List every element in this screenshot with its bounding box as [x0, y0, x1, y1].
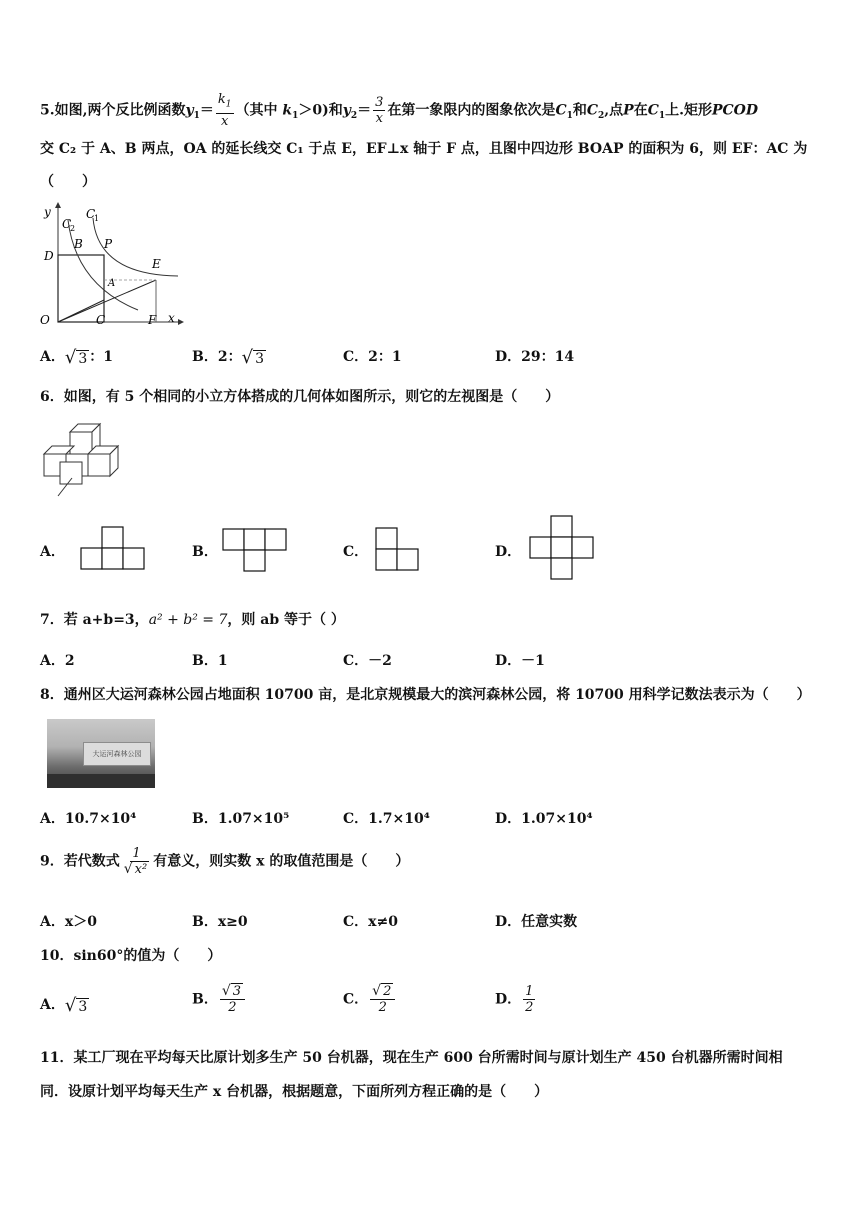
- q8-park-photo: [47, 719, 155, 788]
- q5-frac-3: $\frac{3}{x}$: [375, 94, 384, 126]
- svg-text:2: 2: [70, 224, 76, 233]
- q5-fig-label-B: B: [74, 237, 83, 251]
- q8-option-c[interactable]: C．1.7×10⁴: [343, 811, 430, 827]
- q10-option-b[interactable]: B． $\frac{√ 3}{2}$: [192, 984, 247, 1015]
- q5-option-a[interactable]: A．√ 3 ：1: [40, 346, 114, 368]
- q5-option-b[interactable]: B．2：√ 3: [192, 346, 264, 368]
- q6-option-a-shape[interactable]: [80, 526, 148, 572]
- q10-stem: 10．sin60°的值为（ ）: [40, 948, 222, 964]
- svg-text:1: 1: [94, 214, 100, 223]
- q5-fig-label-C1: C: [86, 207, 96, 221]
- q5-option-c[interactable]: C．2：1: [343, 349, 402, 365]
- q9-option-d[interactable]: D．任意实数: [495, 914, 578, 930]
- q11-stem-line1: 11．某工厂现在平均每天比原计划多生产 50 台机器，现在生产 600 台所需时间与原计划生产 450 台机器所需时间相: [40, 1050, 783, 1066]
- q5-stem-line1: 5.如图,两个反比例函数$y_1=$ $\frac{k_1}{x}$ （其中 $k_1>0$)和$y_2=$ $\frac{3}{x}$ 在第一象限内的图象依次是$C_1$和$C_2$,点P在$C_1$上.矩形PCOD: [40, 92, 758, 129]
- q9-option-c[interactable]: C．x≠0: [343, 914, 398, 930]
- q5-fig-label-E: E: [152, 257, 161, 271]
- q8-option-b[interactable]: B．1.07×10⁵: [192, 811, 290, 827]
- q5-option-d[interactable]: D．29：14: [495, 349, 575, 365]
- q6-stem: 6．如图，有 5 个相同的小立方体搭成的几何体如图所示，则它的左视图是（ ）: [40, 389, 560, 405]
- q7-option-a[interactable]: A．2: [40, 653, 75, 669]
- q10-option-d[interactable]: D． $\frac{1}{2}$: [495, 984, 534, 1015]
- q5-fig-label-y: y: [44, 205, 51, 219]
- q6-option-c-label[interactable]: C．: [343, 544, 369, 560]
- q7-option-b[interactable]: B．1: [192, 653, 228, 669]
- q5-fig-label-A: A: [108, 278, 116, 289]
- q6-option-d-shape[interactable]: [529, 515, 597, 583]
- q9-option-b[interactable]: B．x≥0: [192, 914, 248, 930]
- q9-option-a[interactable]: A．x＞0: [40, 914, 97, 930]
- q5-frac-k1: $\frac{k_1}{x}$: [217, 92, 232, 129]
- q5-fig-label-O: O: [40, 313, 50, 327]
- q7-stem: 7．若 a+b=3，a² + b² = 7，则 ab 等于（ ）: [40, 612, 345, 628]
- q5-fig-label-F: F: [148, 313, 157, 327]
- q7-option-c[interactable]: C．－2: [343, 653, 392, 669]
- q8-option-d[interactable]: D．1.07×10⁴: [495, 811, 593, 827]
- q5-figure: [38, 200, 188, 330]
- q9-stem: 9．若代数式 $\frac{1}{\text{√ x²}}$ 有意义，则实数 x 的取值范围是（ ）: [40, 846, 410, 877]
- q5-fig-label-C2: C: [62, 217, 72, 231]
- q5-fig-label-C: C: [96, 313, 106, 327]
- q5-stem-line2: 交 C₂ 于 A、B 两点，OA 的延长线交 C₁ 于点 E，EF⊥x 轴于 F 点，且图中四边形 BOAP 的面积为 6，则 EF：AC 为: [40, 141, 808, 157]
- q5-fig-label-D: D: [44, 249, 54, 263]
- q6-option-b-label[interactable]: B．: [192, 544, 218, 560]
- q11-stem-line2: 同．设原计划平均每天生产 x 台机器，根据题意，下面所列方程正确的是（ ）: [40, 1084, 549, 1100]
- q8-option-a[interactable]: A．10.7×10⁴: [40, 811, 137, 827]
- q6-option-c-shape[interactable]: [375, 527, 421, 573]
- q6-option-b-shape[interactable]: [222, 528, 290, 574]
- q5-fig-label-x: x: [168, 311, 175, 325]
- q8-stem: 8．通州区大运河森林公园占地面积 10700 亩，是北京规模最大的滨河森林公园，将 10700 用科学记数法表示为（ ）: [40, 687, 811, 703]
- q8-park-sign: 大运河森林公园: [83, 742, 151, 766]
- q6-cube-figure: [40, 422, 130, 502]
- q10-option-c[interactable]: C． $\frac{√ 2}{2}$: [343, 984, 397, 1015]
- q6-option-d-label[interactable]: D．: [495, 544, 522, 560]
- q5-fig-label-P: P: [104, 237, 113, 251]
- q10-option-a[interactable]: A．√ 3: [40, 994, 88, 1016]
- q7-option-d[interactable]: D．－1: [495, 653, 545, 669]
- q5-stem-line3: （ ）: [40, 174, 96, 190]
- q6-option-a-label[interactable]: A．: [40, 544, 65, 560]
- q9-fraction: $\frac{1}{\text{√ x²}}$: [123, 846, 148, 877]
